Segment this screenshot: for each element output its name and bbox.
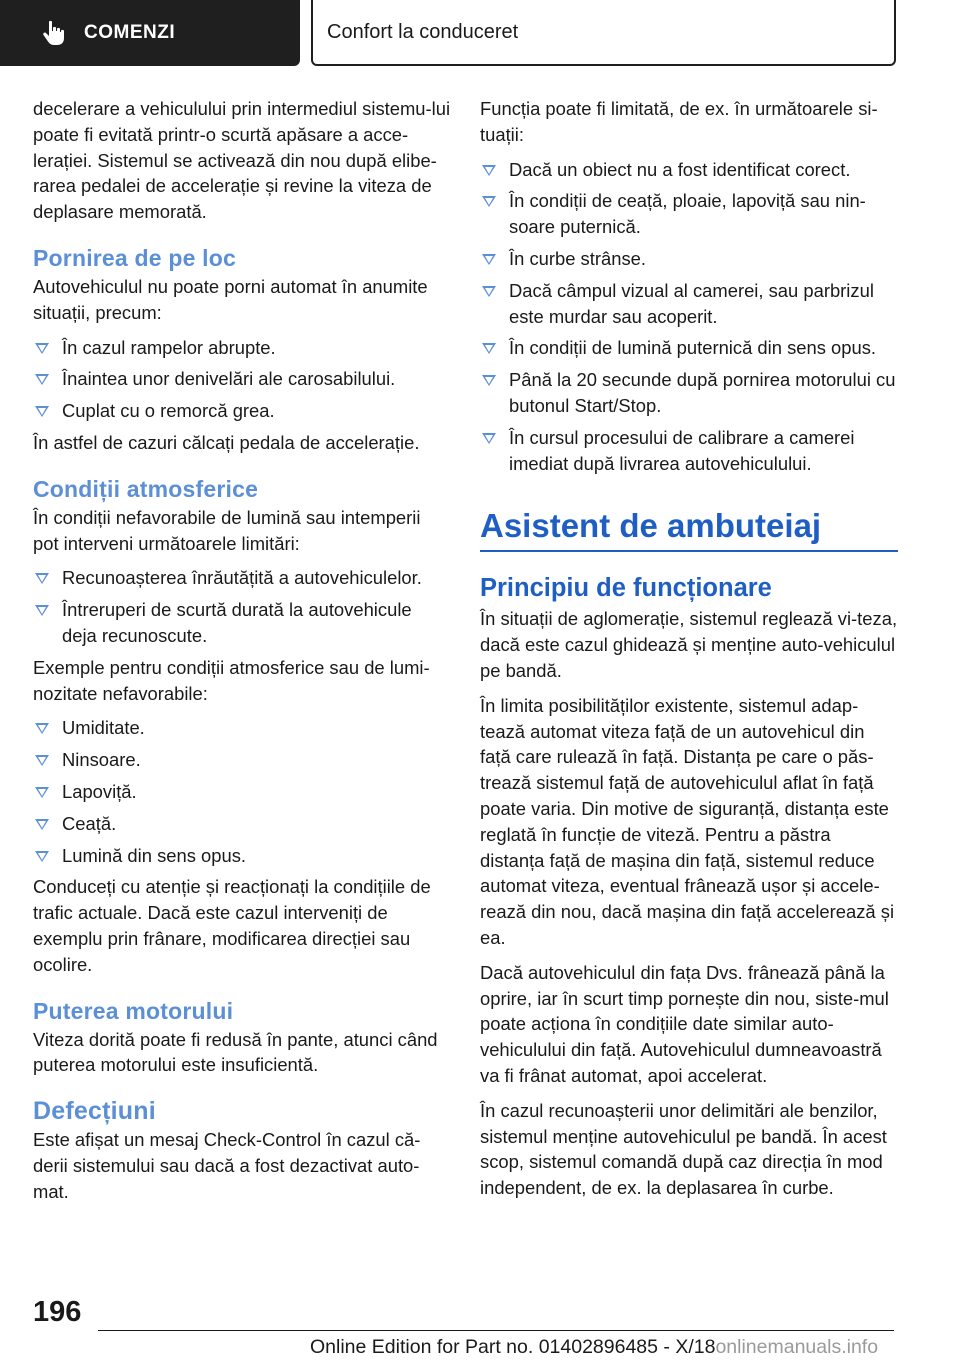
paragraph: În limita posibilităților existente, sistemul adap-tează automat viteza față de un autovehicul din față care rulează în față. Distanța pe care o păs-trează sistemul față de autovehiculul aflat în față poate varia. Din motive de siguranță, distanța este reglată în funcție de viteză. Pentru a păstra distanța față de mașina din față, sistemul reduce automat viteza, eventual frânează ușor și accele-rează din nou, dacă mașina din față accelerează și ea. — [480, 694, 895, 948]
triangle-bullet-icon — [35, 374, 49, 385]
page-number: 196 — [33, 1296, 82, 1328]
paragraph: Este afișat un mesaj Check-Control în cazul că-derii sistemului sau dacă a fost dezactivat auto-mat. — [33, 1129, 421, 1202]
heading-puterea: Puterea motorului — [33, 997, 234, 1024]
section-title: Confort la conduceret — [327, 20, 519, 43]
chapter-tab-label: COMENZI — [84, 22, 176, 43]
footer-divider — [98, 1330, 894, 1331]
list-item: Cuplat cu o remorcă grea. — [33, 398, 451, 424]
list-item: Dacă câmpul vizual al camerei, sau parbrizul este murdar sau acoperit. — [480, 278, 898, 330]
watermark-site: onlinemanuals.info — [715, 1336, 879, 1358]
triangle-bullet-icon — [35, 573, 49, 584]
triangle-bullet-icon — [482, 375, 496, 386]
paragraph: Viteza dorită poate fi redusă în pante, atunci când puterea motorului este insuficientă. — [33, 1028, 438, 1076]
right-column — [480, 96, 898, 1210]
chapter-tab-comenzi[interactable] — [0, 0, 300, 66]
triangle-bullet-icon — [482, 286, 496, 297]
triangle-bullet-icon — [482, 343, 496, 354]
bullet-list — [33, 335, 451, 424]
list-item: În condiții de ceață, ploaie, lapoviță sau nin-soare puternică. — [480, 188, 898, 240]
list-item: În cursul procesului de calibrare a camerei imediat după livrarea autovehiculului. — [480, 425, 898, 477]
list-item: În cazul rampelor abrupte. — [33, 335, 451, 361]
list-item: Umiditate. — [33, 715, 451, 741]
triangle-bullet-icon — [35, 851, 49, 862]
paragraph: În cazul recunoașterii unor delimitări ale benzilor, sistemul menține autovehiculul pe bandă. În acest scop, sistemul comandă după caz direcția în mod independent, de ex. la deplasarea în curbe. — [480, 1099, 887, 1199]
heading-asistent-ambuteiaj: Asistent de ambuteiaj — [480, 504, 898, 552]
paragraph: Dacă autovehiculul din fața Dvs. frânează până la oprire, iar în scurt timp pornește din nou, siste-mul poate acționa în condițiile date similar auto-vehiculului din față. Autovehiculul dumneavoastră va fi frânat automat, apoi accelerat. — [480, 961, 889, 1086]
heading-principiu: Principiu de funcționare — [480, 574, 772, 603]
list-item: Recunoașterea înrăutățită a autovehiculelor. — [33, 565, 451, 591]
triangle-bullet-icon — [35, 819, 49, 830]
triangle-bullet-icon — [482, 165, 496, 176]
triangle-bullet-icon — [35, 406, 49, 417]
section-title-tab — [311, 0, 896, 66]
heading-conditii: Condiții atmosferice — [33, 475, 259, 502]
list-item: Întreruperi de scurtă durată la autovehicule deja recunoscute. — [33, 597, 451, 649]
edition-footer — [310, 1336, 878, 1359]
bullet-list — [33, 565, 451, 648]
triangle-bullet-icon — [482, 196, 496, 207]
triangle-bullet-icon — [35, 343, 49, 354]
paragraph: Conduceți cu atenție și reacționați la condițiile de trafic actuale. Dacă este cazul interveniți de exemplu prin frânare, modificarea direcției sau ocolire. — [33, 876, 431, 975]
hand-pointer-icon — [40, 19, 68, 47]
list-item: Dacă un obiect nu a fost identificat corect. — [480, 157, 898, 183]
list-item: În condiții de lumină puternică din sens opus. — [480, 335, 898, 361]
list-item: Ninsoare. — [33, 747, 451, 773]
heading-defectiuni: Defecțiuni — [33, 1097, 156, 1126]
list-item: În curbe strânse. — [480, 246, 898, 272]
paragraph: În astfel de cazuri călcați pedala de accelerație. — [33, 431, 420, 453]
left-column — [33, 96, 451, 1214]
paragraph: Funcția poate fi limitată, de ex. în următoarele si-tuații: — [480, 98, 878, 145]
triangle-bullet-icon — [35, 755, 49, 766]
page-header — [0, 0, 960, 66]
triangle-bullet-icon — [35, 605, 49, 616]
paragraph: În condiții nefavorabile de lumină sau intemperii pot interveni următoarele limitări: — [33, 506, 421, 554]
list-item: Înaintea unor denivelări ale carosabilului. — [33, 366, 451, 392]
paragraph: În situații de aglomerație, sistemul reglează vi-teza, dacă este cazul ghidează și menține auto-vehiculul pe bandă. — [480, 608, 898, 681]
list-item: Până la 20 secunde după pornirea motorului cu butonul Start/Stop. — [480, 367, 898, 419]
heading-pornirea: Pornirea de pe loc — [33, 244, 236, 271]
edition-text: Online Edition for Part no. 01402896485 - X/18 — [310, 1336, 716, 1358]
paragraph: Autovehiculul nu poate porni automat în anumite situații, precum: — [33, 275, 428, 323]
triangle-bullet-icon — [35, 787, 49, 798]
list-item: Ceață. — [33, 811, 451, 837]
list-item: Lumină din sens opus. — [33, 843, 451, 869]
paragraph: decelerare a vehiculului prin intermediul sistemu-lui poate fi evitată printr-o scurtă apăsare a acce-lerației. Sistemul se activează din nou după elibe-rarea pedalei de accelerație și revine la viteza de deplasare memorată. — [33, 98, 451, 223]
list-item: Lapoviță. — [33, 779, 451, 805]
paragraph: Exemple pentru condiții atmosferice sau de lumi-nozitate nefavorabile: — [33, 656, 430, 704]
bullet-list — [33, 715, 451, 868]
triangle-bullet-icon — [482, 254, 496, 265]
bullet-list — [480, 157, 898, 477]
triangle-bullet-icon — [482, 433, 496, 444]
triangle-bullet-icon — [35, 723, 49, 734]
